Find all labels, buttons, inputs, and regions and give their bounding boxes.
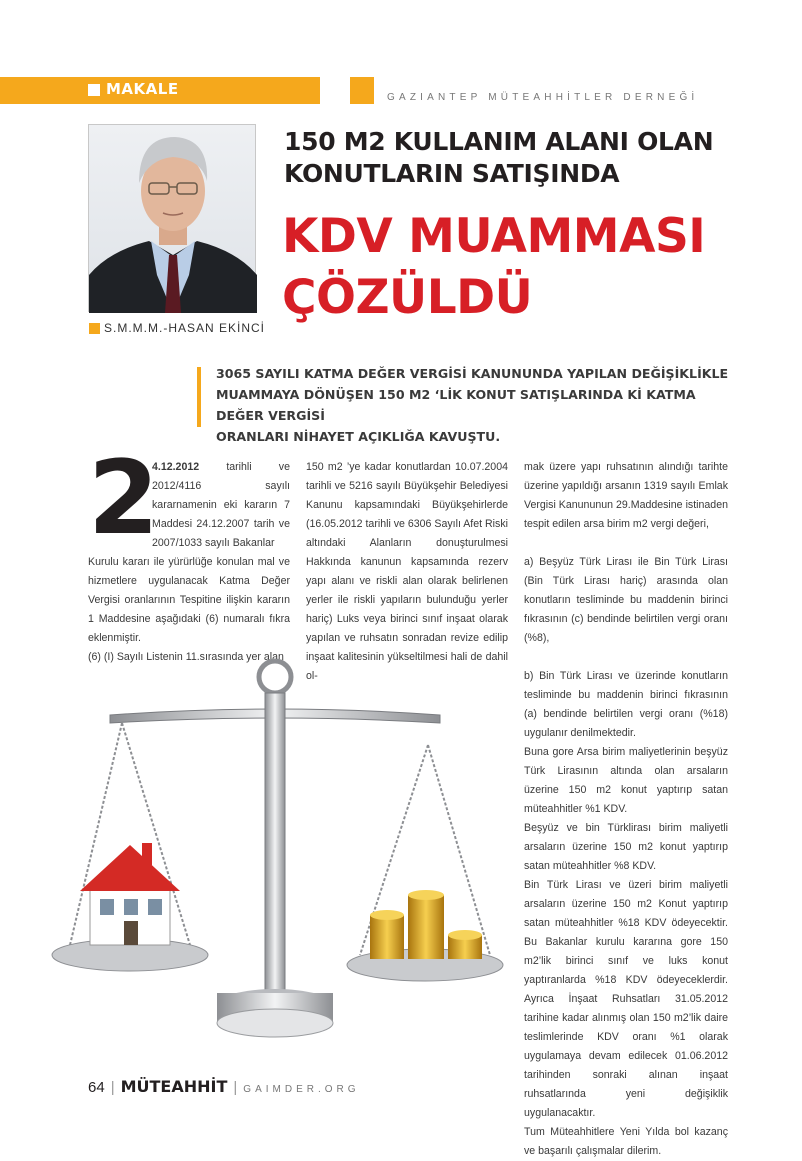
lead-line-3: ORANLARI NİHAYET AÇIKLIĞA KAVUŞTU. [216,429,501,444]
article-subtitle [284,126,713,190]
column-3-paragraph-7: Tum Müteahhitlere Yeni Yılda bol kazanç ve başarılı çalışmalar dilerim. [524,1126,728,1157]
column-1-text-a: tarihli ve 2012/4116 sayılı kararnamenin eki kararın 7 Maddesi 24.12.2007 tarih ve 2007/1033 sayılı Bakanlar [152,461,290,549]
column-1-bottom [88,553,290,667]
subtitle-line-2: KONUTLARIN SATIŞINDA [284,159,620,188]
column-3-paragraph-4: Buna gore Arsa birim maliyetlerinin beşyüz Türk Lirasının altında olan arsaların üzerine 150 m2 konut yaptırıp satan müteahhitler %1 KDV. [524,746,728,815]
section-square-icon [88,84,100,96]
column-3-paragraph-2: a) Beşyüz Türk Lirası ile Bin Türk Lirası (Bin Türk Lirası hariç) arasında olan konutların tesliminde bu maddenin birinci fıkrasının (c) bendinde belirtilen vergi oranı (%8), [524,556,728,644]
accent-block [350,77,374,104]
website: GAIMDER.ORG [243,1084,360,1095]
page-footer: 64 | MÜTEAHHİT | GAIMDER.ORG [88,1077,360,1096]
association-name: GAZIANTEP MÜTEAHHİTLER DERNEĞİ [387,92,699,103]
column-3-paragraph-5: Beşyüz ve bin Türklirası birim maliyetli arsaların üzerine 150 m2 konut yaptırıp satan müteahhitler %8 KDV. [524,822,728,872]
article-date: 4.12.2012 [152,461,200,473]
author-square-icon [89,323,100,334]
magazine-name: MÜTEAHHİT [120,1077,228,1096]
page-number: 64 [88,1079,105,1096]
title-line-1: KDV MUAMMASI [282,209,706,264]
lead-accent-bar [197,367,201,427]
section-label: MAKALE [106,80,179,98]
lead-line-1: 3065 SAYILI KATMA DEĞER VERGİSİ KANUNUNDA YAPILAN DEĞİŞİKLİKLE [216,366,729,381]
column-2-text: 150 m2 ’ye kadar konutlardan 10.07.2004 tarihli ve 5216 sayılı Büyükşehir Belediyesi Kanunu kapsamındaki Büyükşehirlerde (16.05.2012 tarihli ve 6306 Sayılı Afet Riski altındaki Alanların donuşturulmesi Hakkında kanunun kapsamında rezerv yapı alanı ve riskli alan olarak belirlenen yerler ile riskli yapıların bulunduğu yerler hariç) Luks veya birinci sınıf inşaat olarak yapılan ve ruhsatın sonradan revize edilip inşaat kalitesinin yükseltilmesi hali de dahil ol- [306,461,508,682]
author-name: S.M.M.M.-HASAN EKİNCİ [104,321,266,335]
column-1-text-b: Kurulu kararı ile yürürlüğe konulan mal ve hizmetlere uygulanacak Katma Değer Vergisi oranlarının Tespitine ilişkin kararın 1 Maddesine aşağıdaki (6) numaralı fıkra eklenmiştir. [88,556,290,644]
article-title [282,206,705,328]
balance-scale-illustration [40,655,510,1050]
column-3-paragraph-6: Bin Türk Lirası ve üzeri birim maliyetli arsaların üzerine 150 m2 Konut yaptırıp satan müteahhitler %18 KDV ödeyecektir. Bu Bakanlar kurulu kararına gore 150 m2’lik birinci sınıf ve luks konut yaptıranlarda %18 KDV ödeyeceklerdir. Ayrıca İnşaat Ruhsatları 31.05.2012 tarihine kadar alınmış olan 150 m2’lik daire teslimlerinde KDV oranı %1 olarak uygulamaya devam edilecek 01.06.2012 tarihinden sonraki alınan inşaat ruhsatlarında yeni değişiklik uygulanacaktır. [524,879,728,1119]
column-1-top [152,458,290,553]
column-3 [524,458,728,1161]
column-1-text-c: (6) (I) Sayılı Listenin 11.sırasında yer alan [88,651,284,663]
author-photo [88,124,256,312]
column-2 [306,458,508,686]
article-lead [216,363,746,447]
column-3-paragraph-1: mak üzere yapı ruhsatının alındığı tarihte üzerine yapıldığı arsanın 1319 sayılı Emlak Vergisi Kanununun 29.Maddesine istinaden tespit edilen arsa birim m2 vergi değeri, [524,461,728,530]
lead-line-2: MUAMMAYA DÖNÜŞEN 150 M2 ‘LİK KONUT SATIŞLARINDA Kİ KATMA DEĞER VERGİSİ [216,387,696,423]
subtitle-line-1: 150 M2 KULLANIM ALANI OLAN [284,127,714,156]
drop-cap: 2 [88,439,159,558]
title-line-2: ÇÖZÜLDÜ [282,270,533,325]
column-3-paragraph-3: b) Bin Türk Lirası ve üzerinde konutların tesliminde bu maddenin birinci fıkrasının (a) bendinde belirtilen vergi oranı (%18) uygulanır denilmektedir. [524,670,728,739]
section-bar [0,77,320,104]
